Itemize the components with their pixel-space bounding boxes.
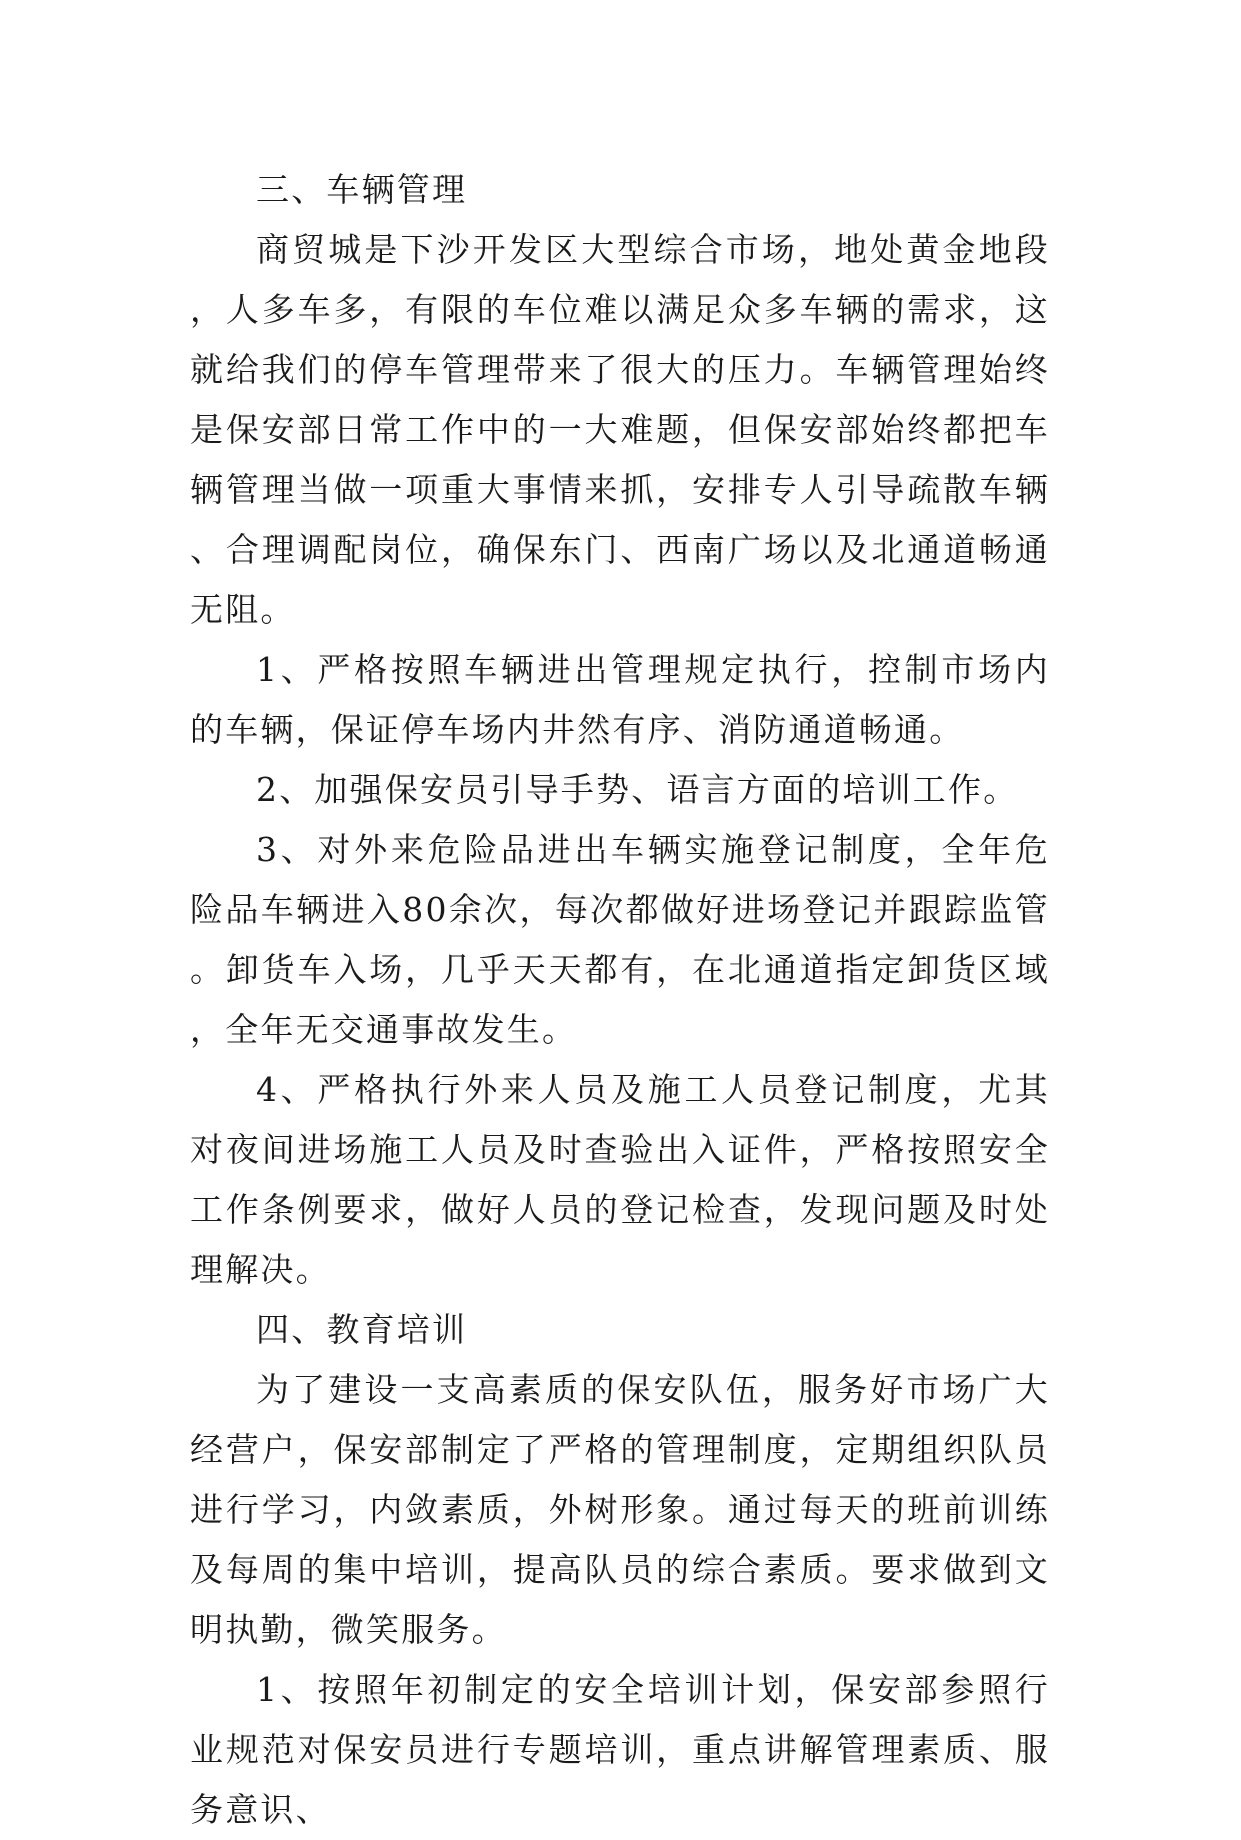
- section-heading-vehicle-management: 三、车辆管理: [256, 170, 468, 209]
- list-item-1: 1、严格按照车辆进出管理规定执行，控制市场内的车辆，保证停车场内井然有序、消防通道畅通。: [190, 650, 1050, 749]
- paragraph-training-overview: 为了建设一支高素质的保安队伍，服务好市场广大经营户，保安部制定了严格的管理制度，定期组织队员进行学习，内敛素质，外树形象。通过每天的班前训练及每周的集中培训，提高队员的综合素质。要求做到文明执勤，微笑服务。: [190, 1370, 1050, 1649]
- document-body: [190, 160, 1050, 1840]
- list-item-3: 3、对外来危险品进出车辆实施登记制度，全年危险品车辆进入80余次，每次都做好进场登记并跟踪监管。卸货车入场，几乎天天都有，在北通道指定卸货区域，全年无交通事故发生。: [190, 830, 1050, 1049]
- section-heading-education-training: 四、教育培训: [256, 1310, 468, 1349]
- paragraph-vehicle-overview: 商贸城是下沙开发区大型综合市场，地处黄金地段，人多车多，有限的车位难以满足众多车辆的需求，这就给我们的停车管理带来了很大的压力。车辆管理始终是保安部日常工作中的一大难题，但保安部始终都把车辆管理当做一项重大事情来抓，安排专人引导疏散车辆、合理调配岗位，确保东门、西南广场以及北通道畅通无阻。: [190, 230, 1050, 629]
- list-item-2: 2、加强保安员引导手势、语言方面的培训工作。: [256, 770, 1019, 809]
- training-list-item-1: 1、按照年初制定的安全培训计划，保安部参照行业规范对保安员进行专题培训，重点讲解管理素质、服务意识、: [190, 1670, 1050, 1829]
- list-item-4: 4、严格执行外来人员及施工人员登记制度，尤其对夜间进场施工人员及时查验出入证件，严格按照安全工作条例要求，做好人员的登记检查，发现问题及时处理解决。: [190, 1070, 1050, 1289]
